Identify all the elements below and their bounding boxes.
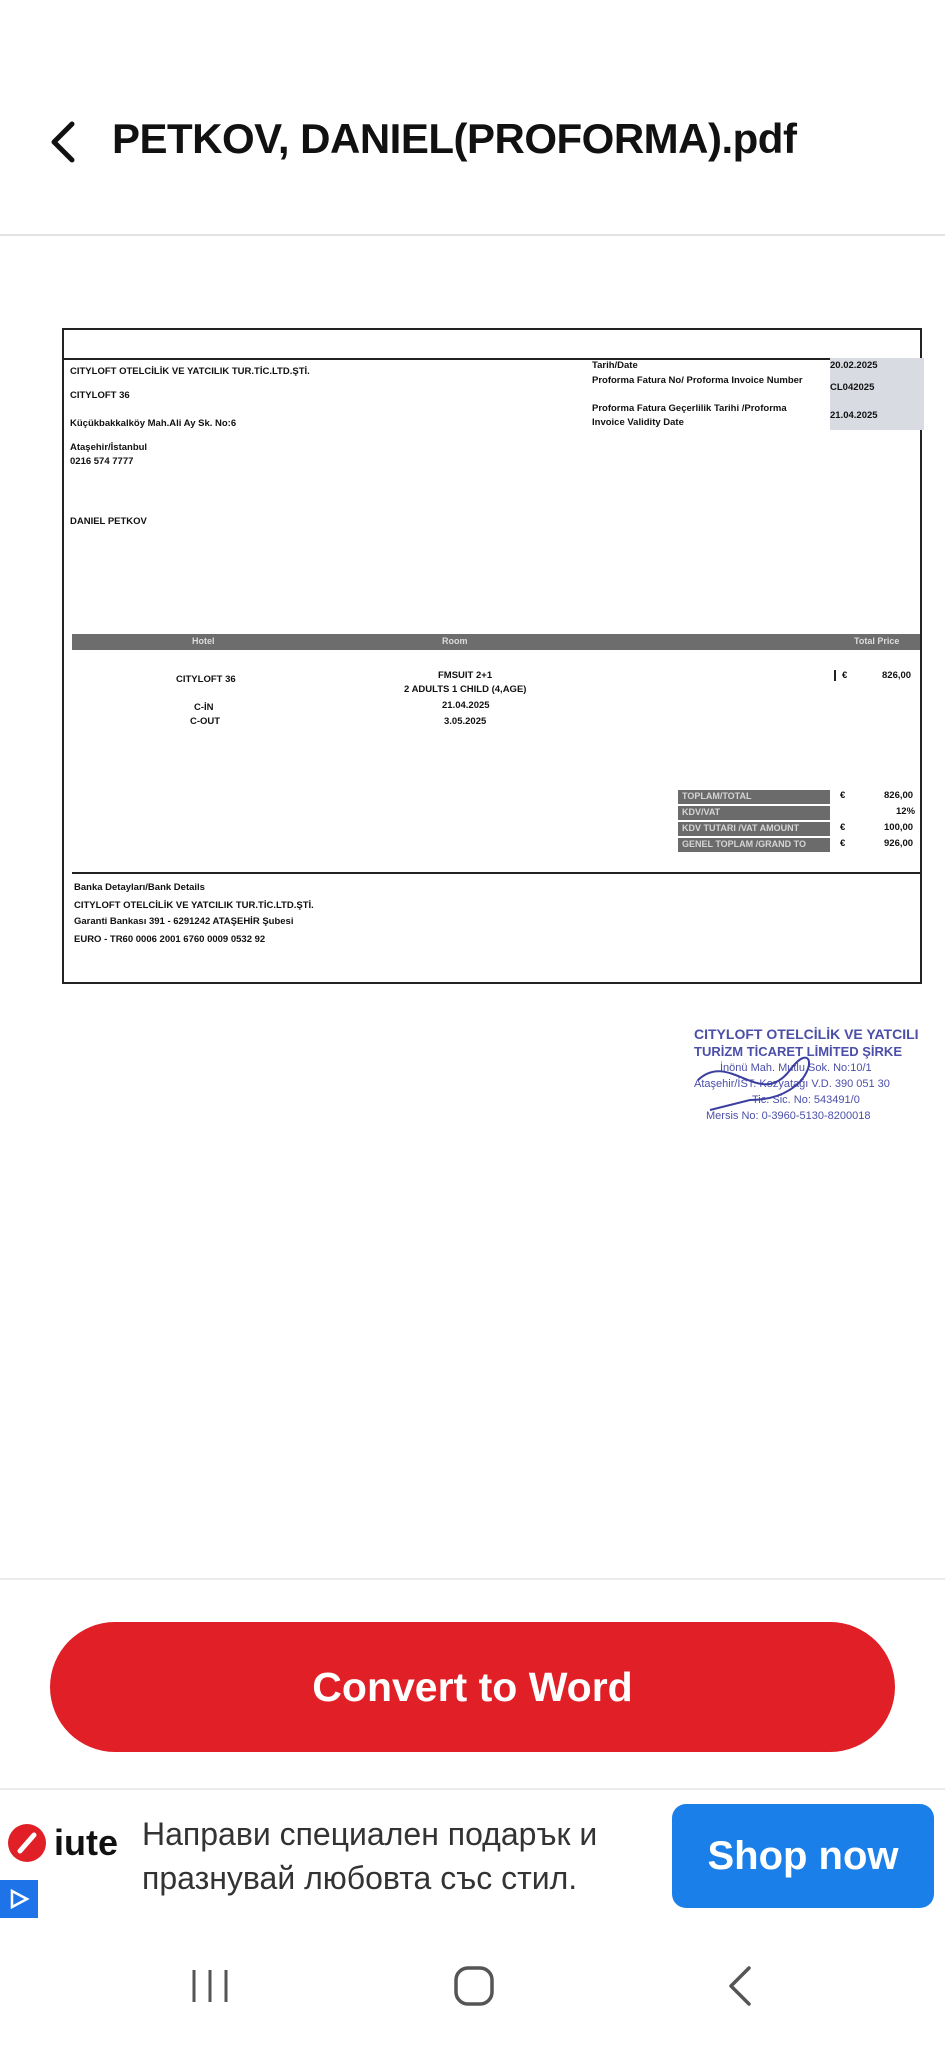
company-name: CITYLOFT OTELCİLİK VE YATCILIK TUR.TİC.LTD.ŞTİ. bbox=[70, 366, 310, 377]
ad-banner[interactable] bbox=[0, 1792, 945, 1924]
ad-brand-name: iute bbox=[54, 1822, 119, 1863]
meta-value-invoice-no: CL042025 bbox=[830, 382, 875, 393]
address: Küçükbakkalköy Mah.Ali Ay Sk. No:6 bbox=[70, 418, 237, 429]
document-title: PETKOV, DANIEL(PROFORMA).pdf bbox=[112, 115, 797, 162]
total-currency: € bbox=[840, 790, 846, 801]
back-arrow-icon bbox=[725, 1964, 755, 2008]
col-total: Total Price bbox=[854, 636, 900, 646]
shop-now-button[interactable]: Shop now bbox=[672, 1804, 934, 1908]
home-icon bbox=[452, 1964, 496, 2008]
total-row: TOPLAM/TOTAL bbox=[678, 790, 830, 804]
back-button[interactable] bbox=[38, 112, 86, 172]
action-bar bbox=[0, 1578, 945, 1790]
vat-value: 12% bbox=[896, 806, 916, 817]
recent-apps-icon bbox=[188, 1966, 232, 2006]
system-back-button[interactable] bbox=[700, 1954, 780, 2018]
iute-logo-icon bbox=[6, 1822, 48, 1864]
grand-total-row: GENEL TOPLAM /GRAND TO bbox=[678, 838, 830, 852]
cout-label: C-OUT bbox=[190, 716, 221, 727]
recent-apps-button[interactable] bbox=[170, 1954, 250, 2018]
bank-iban: EURO - TR60 0006 2001 6760 0009 0532 92 bbox=[74, 934, 266, 945]
bank-branch: Garanti Bankası 391 - 6291242 ATAŞEHİR Şubesi bbox=[74, 916, 294, 927]
pdf-page-preview[interactable] bbox=[62, 328, 922, 984]
header-rule bbox=[64, 358, 920, 360]
col-hotel: Hotel bbox=[192, 636, 215, 646]
customer-name: DANIEL PETKOV bbox=[70, 516, 147, 527]
line-hotel: CITYLOFT 36 bbox=[176, 674, 236, 685]
ad-choices-icon[interactable] bbox=[0, 1880, 38, 1918]
app-header bbox=[0, 0, 945, 236]
meta-value-date: 20.02.2025 bbox=[830, 360, 878, 371]
vat-amount-value: 100,00 bbox=[884, 822, 914, 833]
vat-amount-currency: € bbox=[840, 822, 846, 833]
system-nav-bar bbox=[0, 1924, 945, 2048]
col-room: Room bbox=[442, 636, 468, 646]
city: Ataşehir/İstanbul bbox=[70, 442, 148, 453]
table-header bbox=[72, 634, 920, 650]
bank-heading: Banka Detayları/Bank Details bbox=[74, 882, 205, 893]
grand-total-value: 926,00 bbox=[884, 838, 914, 849]
meta-label-date: Tarih/Date bbox=[592, 360, 638, 371]
hotel-name: CITYLOFT 36 bbox=[70, 390, 130, 401]
vat-amount-row: KDV TUTARI /VAT AMOUNT bbox=[678, 822, 830, 836]
line-guests: 2 ADULTS 1 CHILD (4,AGE) bbox=[404, 684, 527, 695]
company-stamp: CITYLOFT OTELCİLİK VE YATCILI TURİZM TİCARET LİMİTED ŞİRKE İnönü Mah. Mutlu Sok. No:10/1 Ataşehir/İST. Kozyatağı V.D. 390 051 30 Tic. Sic. No: 543491/0 Mersis No: 0-3960-5130-8200018 bbox=[690, 1020, 945, 1130]
bank-company: CITYLOFT OTELCİLİK VE YATCILIK TUR.TİC.LTD.ŞTİ. bbox=[74, 900, 314, 911]
ad-text: Направи специален подарък и празнувай любовта със стил. bbox=[142, 1816, 598, 1896]
line-currency: € bbox=[834, 670, 847, 681]
cin-label: C-İN bbox=[194, 702, 214, 713]
ad-brand-logo bbox=[6, 1822, 118, 1864]
vat-row: KDV/VAT bbox=[678, 806, 830, 820]
signature-mark bbox=[690, 1040, 830, 1120]
line-price: 826,00 bbox=[882, 670, 912, 681]
phone: 0216 574 7777 bbox=[70, 456, 134, 467]
meta-label-validity: Proforma Fatura Geçerlilik Tarihi /Proforma Invoice Validity Date bbox=[592, 403, 787, 428]
line-cin: 21.04.2025 bbox=[442, 700, 490, 711]
convert-to-word-button[interactable]: Convert to Word bbox=[50, 1622, 895, 1752]
meta-label-invoice-no: Proforma Fatura No/ Proforma Invoice Number bbox=[592, 375, 803, 386]
chevron-left-icon bbox=[48, 120, 76, 164]
meta-value-validity: 21.04.2025 bbox=[830, 410, 878, 421]
grand-total-currency: € bbox=[840, 838, 846, 849]
line-cout: 3.05.2025 bbox=[444, 716, 487, 727]
line-room: FMSUIT 2+1 bbox=[438, 670, 493, 681]
total-value: 826,00 bbox=[884, 790, 914, 801]
bank-rule bbox=[72, 872, 920, 874]
home-button[interactable] bbox=[434, 1954, 514, 2018]
